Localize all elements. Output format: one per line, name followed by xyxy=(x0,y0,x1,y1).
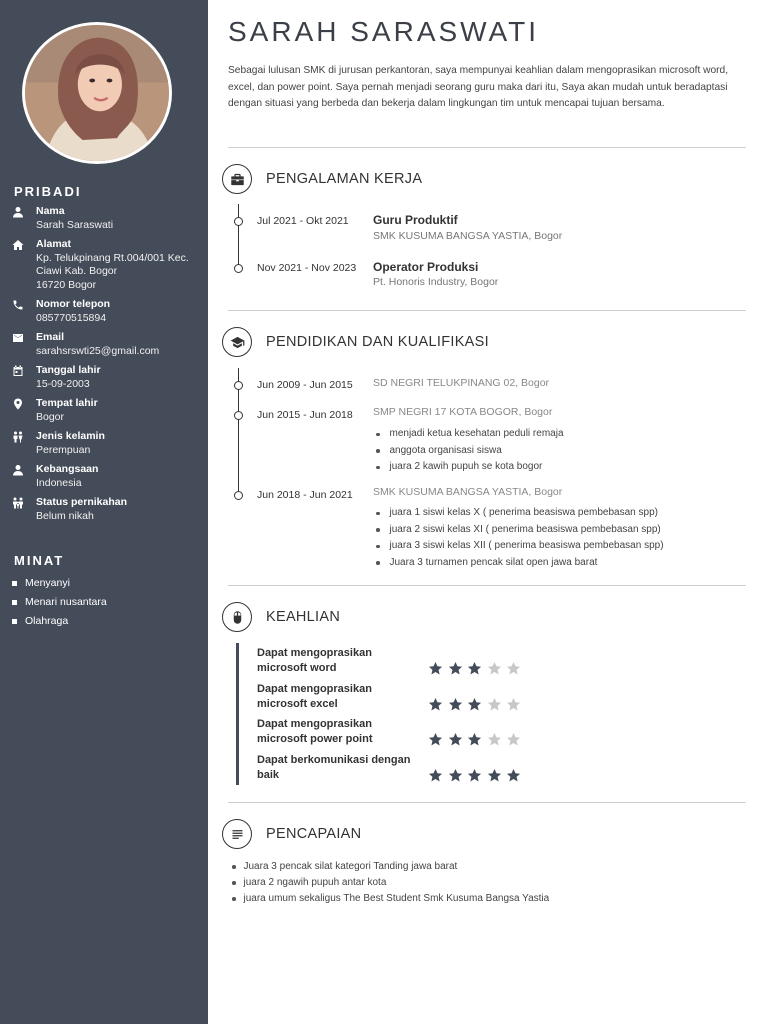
education-org: SMP NEGRI 17 KOTA BOGOR, Bogor xyxy=(373,406,553,418)
list-item: Juara 3 pencak silat kategori Tanding jawa barat xyxy=(232,859,549,875)
skills-accent-bar xyxy=(236,643,239,785)
star-filled-icon xyxy=(467,732,482,747)
info-label: Tempat lahir xyxy=(36,397,98,409)
skill-rating xyxy=(428,732,526,747)
experience-role: Operator Produksi xyxy=(373,260,479,274)
star-filled-icon xyxy=(428,768,443,783)
person-icon xyxy=(10,206,26,232)
info-phone xyxy=(10,298,202,325)
square-bullet-icon xyxy=(12,581,17,586)
star-empty-icon xyxy=(506,732,521,747)
skills-title: KEAHLIAN xyxy=(266,609,341,625)
info-label: Alamat xyxy=(36,238,72,250)
achievements-title: PENCAPAIAN xyxy=(266,826,362,842)
home-icon xyxy=(10,239,26,292)
interest-item xyxy=(12,596,107,609)
main-content xyxy=(208,0,768,1024)
education-title: PENDIDIKAN DAN KUALIFIKASI xyxy=(266,334,489,350)
square-bullet-icon xyxy=(12,619,17,624)
experience-title: PENGALAMAN KERJA xyxy=(266,171,423,187)
info-nationality xyxy=(10,463,202,490)
info-label: Email xyxy=(36,331,65,343)
education-date: Jun 2018 - Jun 2021 xyxy=(257,489,353,501)
education-date: Jun 2015 - Jun 2018 xyxy=(257,409,353,421)
star-filled-icon xyxy=(487,768,502,783)
skill-rating xyxy=(428,661,526,676)
divider xyxy=(228,310,746,311)
star-filled-icon xyxy=(428,661,443,676)
divider xyxy=(228,147,746,148)
info-name xyxy=(10,205,202,232)
profile-summary: Sebagai lulusan SMK di jurusan perkantoran, saya mempunyai keahlian dalam mengoprasikan microsoft word, excel, dan power point. Saya pernah menjadi seorang guru maka dari itu, Saya akan mudah untuk beradaptasi dengan situasi yang berbeda dan bekerja dalam lingkungan tim untuk mencapai tujuan bersama. xyxy=(228,65,729,109)
info-value: 085770515894 xyxy=(36,311,107,324)
location-icon xyxy=(10,398,26,424)
info-birthdate xyxy=(10,364,202,391)
personal-info-list xyxy=(10,205,202,529)
interest-label: Menyanyi xyxy=(25,577,70,589)
interests-heading: MINAT xyxy=(14,553,65,568)
timeline-dot xyxy=(234,217,243,226)
info-marital-status xyxy=(10,496,202,523)
star-filled-icon xyxy=(428,697,443,712)
info-value: sarahsrswti25@gmail.com xyxy=(36,344,160,357)
info-value: Sarah Saraswati xyxy=(36,218,114,231)
info-label: Kebangsaan xyxy=(36,463,99,475)
star-filled-icon xyxy=(448,768,463,783)
list-item: menjadi ketua kesehatan peduli remaja xyxy=(376,426,564,443)
education-bullets xyxy=(376,505,664,571)
family-icon xyxy=(10,497,26,523)
personal-heading: PRIBADI xyxy=(14,184,82,199)
star-empty-icon xyxy=(487,661,502,676)
star-filled-icon xyxy=(467,697,482,712)
experience-date: Nov 2021 - Nov 2023 xyxy=(257,262,357,274)
sidebar xyxy=(0,0,208,1024)
experience-org: SMK KUSUMA BANGSA YASTIA, Bogor xyxy=(373,230,563,242)
divider xyxy=(228,802,746,803)
star-filled-icon xyxy=(467,768,482,783)
achievements-list xyxy=(232,859,549,907)
info-value: Kp. Telukpinang Rt.004/001 Kec. Ciawi Kab. Bogor 16720 Bogor xyxy=(36,251,189,291)
skill-name: Dapat mengoprasikan microsoft excel xyxy=(257,683,372,710)
list-item: Juara 3 turnamen pencak silat open jawa barat xyxy=(376,555,664,572)
interest-label: Menari nusantara xyxy=(25,596,107,608)
graduation-cap-icon xyxy=(222,327,252,357)
star-filled-icon xyxy=(506,768,521,783)
star-empty-icon xyxy=(487,697,502,712)
info-birthplace xyxy=(10,397,202,424)
info-label: Nama xyxy=(36,205,65,217)
interests-list xyxy=(12,577,107,634)
education-date: Jun 2009 - Jun 2015 xyxy=(257,379,353,391)
list-item: juara 3 siswi kelas XII ( penerima beasiswa pembebasan spp) xyxy=(376,538,664,555)
calendar-icon xyxy=(10,365,26,391)
skill-rating xyxy=(428,697,526,712)
info-label: Status pernikahan xyxy=(36,496,128,508)
timeline-dot xyxy=(234,264,243,273)
star-filled-icon xyxy=(467,661,482,676)
info-value: Bogor xyxy=(36,410,65,423)
star-empty-icon xyxy=(506,661,521,676)
info-label: Jenis kelamin xyxy=(36,430,105,442)
divider xyxy=(228,585,746,586)
experience-role: Guru Produktif xyxy=(373,213,458,227)
education-bullets xyxy=(376,426,564,476)
list-item: juara 2 ngawih pupuh antar kota xyxy=(232,875,549,891)
phone-icon xyxy=(10,299,26,325)
education-org: SD NEGRI TELUKPINANG 02, Bogor xyxy=(373,377,550,389)
info-value: Belum nikah xyxy=(36,509,94,522)
list-item: juara 2 siswi kelas XI ( penerima beasiswa pembebasan spp) xyxy=(376,522,664,539)
info-address xyxy=(10,238,202,292)
info-value: Indonesia xyxy=(36,476,82,489)
skill-name: Dapat berkomunikasi dengan baik xyxy=(257,754,411,781)
skill-name: Dapat mengoprasikan microsoft word xyxy=(257,647,372,674)
interest-item xyxy=(12,577,107,590)
experience-org: Pt. Honoris Industry, Bogor xyxy=(373,276,499,288)
briefcase-icon xyxy=(222,164,252,194)
profile-photo xyxy=(22,22,172,164)
square-bullet-icon xyxy=(12,600,17,605)
info-label: Nomor telepon xyxy=(36,298,111,310)
notes-icon xyxy=(222,819,252,849)
star-filled-icon xyxy=(448,661,463,676)
info-label: Tanggal lahir xyxy=(36,364,101,376)
list-item: juara 2 kawih pupuh se kota bogor xyxy=(376,459,564,476)
gender-icon xyxy=(10,431,26,457)
candidate-name: SARAH SARASWATI xyxy=(228,16,540,47)
timeline-dot xyxy=(234,411,243,420)
list-item: juara 1 siswi kelas X ( penerima beasiswa pembebasan spp) xyxy=(376,505,664,522)
interest-label: Olahraga xyxy=(25,615,69,627)
list-item: juara umum sekaligus The Best Student Smk Kusuma Bangsa Yastia xyxy=(232,891,549,907)
star-empty-icon xyxy=(506,697,521,712)
info-email xyxy=(10,331,202,358)
star-filled-icon xyxy=(448,697,463,712)
star-filled-icon xyxy=(448,732,463,747)
interest-item xyxy=(12,615,107,628)
skill-rating xyxy=(428,768,526,783)
list-item: anggota organisasi siswa xyxy=(376,443,564,460)
experience-timeline xyxy=(238,204,239,270)
info-gender xyxy=(10,430,202,457)
timeline-dot xyxy=(234,381,243,390)
mouse-icon xyxy=(222,602,252,632)
person-icon xyxy=(10,464,26,490)
skill-name: Dapat mengoprasikan microsoft power point xyxy=(257,718,373,745)
email-icon xyxy=(10,332,26,358)
timeline-dot xyxy=(234,491,243,500)
info-value: 15-09-2003 xyxy=(36,377,90,390)
star-empty-icon xyxy=(487,732,502,747)
star-filled-icon xyxy=(428,732,443,747)
education-org: SMK KUSUMA BANGSA YASTIA, Bogor xyxy=(373,486,563,498)
info-value: Perempuan xyxy=(36,443,91,456)
experience-date: Jul 2021 - Okt 2021 xyxy=(257,215,349,227)
